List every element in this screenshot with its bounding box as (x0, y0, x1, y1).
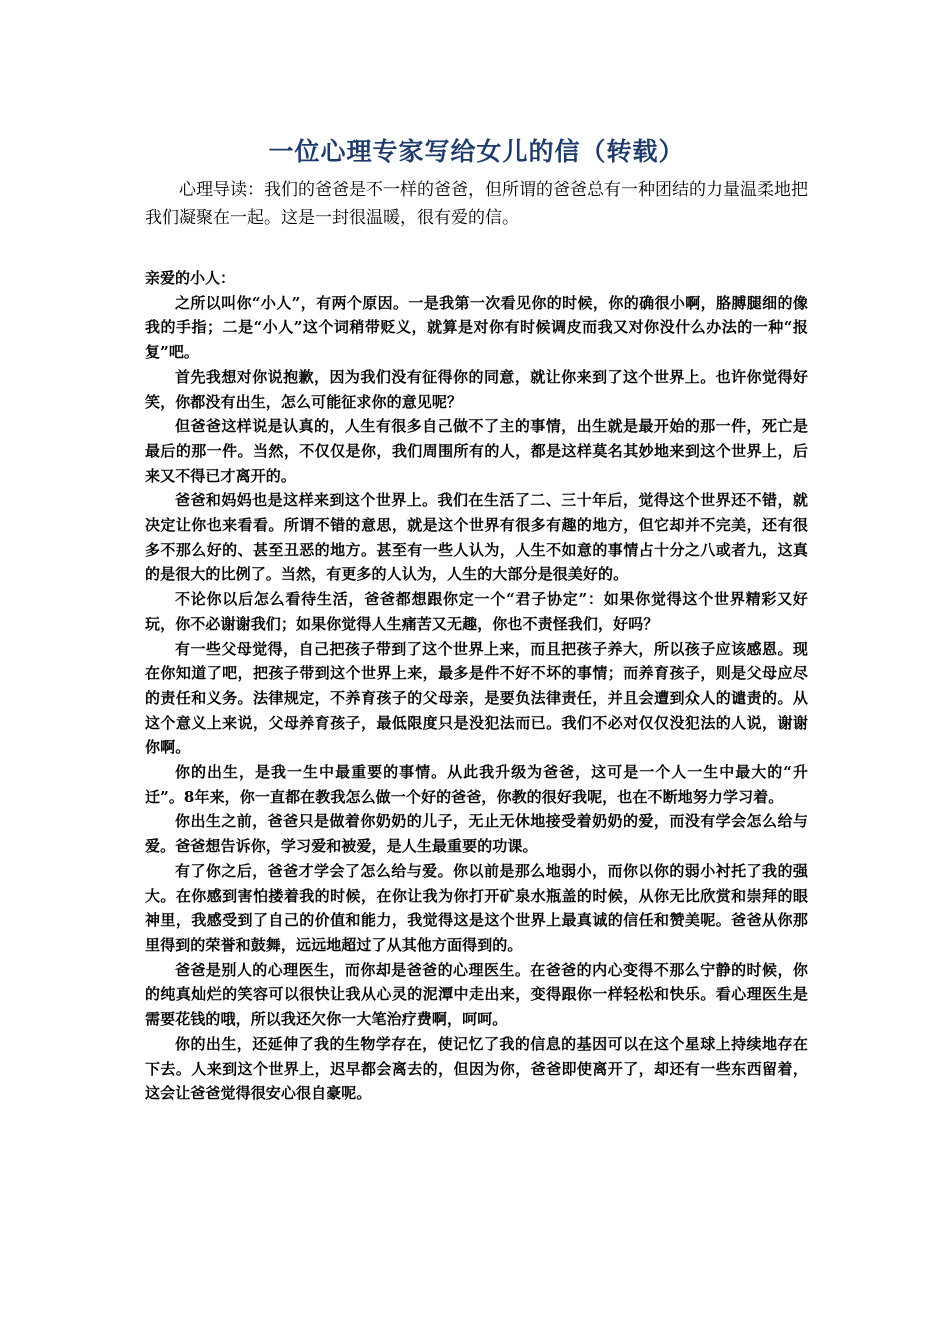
letter-paragraph-6: 有一些父母觉得，自己把孩子带到了这个世界上来，而且把孩子养大，所以孩子应该感恩。现在你知道了吧，把孩子带到这个世界上来，最多是件不好不坏的事情；而养育孩子，则是父母应尽的责任和义务。法律规定，不养育孩子的父母亲，是要负法律责任，并且会遭到众人的谴责的。从这个意义上来说，父母养育孩子，最低限度只是没犯法而已。我们不必对仅仅没犯法的人说，谢谢你啊。 (145, 639, 808, 757)
letter-paragraph-8: 你出生之前，爸爸只是做着你奶奶的儿子，无止无休地接受着奶奶的爱，而没有学会怎么给与爱。爸爸想告诉你，学习爱和被爱，是人生最重要的功课。 (145, 812, 808, 856)
letter-paragraph-4: 爸爸和妈妈也是这样来到这个世界上。我们在生活了二、三十年后，觉得这个世界还不错，就决定让你也来看看。所谓不错的意思，就是这个世界有很多有趣的地方，但它却并不完美，还有很多不那么好的、甚至丑恶的地方。甚至有一些人认为，人生不如意的事情占十分之八或者九，这真的是很大的比例了。当然，有更多的人认为，人生的大部分是很美好的。 (145, 491, 808, 584)
letter-paragraph-5: 不论你以后怎么看待生活，爸爸都想跟你定一个“君子协定”：如果你觉得这个世界精彩又好玩，你不必谢谢我们；如果你觉得人生痛苦又无趣，你也不责怪我们，好吗？ (145, 590, 808, 633)
letter-paragraph-7: 你的出生，是我一生中最重要的事情。从此我升级为爸爸，这可是一个人一生中最大的“升迁”。8年来，你一直都在教我怎么做一个好的爸爸，你教的很好我呢，也在不断地努力学习着。 (145, 763, 808, 806)
document-title: 一位心理专家写给女儿的信（转载） (268, 137, 685, 166)
letter-paragraph-3: 但爸爸这样说是认真的，人生有很多自己做不了主的事情，出生就是最开始的那一件，死亡是最后的那一件。当然，不仅仅是你，我们周围所有的人，都是这样莫名其妙地来到这个世界上，后来又不得已才离开的。 (145, 417, 808, 485)
letter-salutation: 亲爱的小人： (145, 269, 236, 287)
letter-paragraph-2: 首先我想对你说抱歉，因为我们没有征得你的同意，就让你来到了这个世界上。也许你觉得好笑，你都没有出生，怎么可能征求你的意见呢？ (145, 367, 808, 411)
letter-paragraph-10: 爸爸是别人的心理医生，而你却是爸爸的心理医生。在爸爸的内心变得不那么宁静的时候，你的纯真灿烂的笑容可以很快让我从心灵的泥潭中走出来，变得跟你一样轻松和快乐。看心理医生是需要花钱的哦，所以我还欠你一大笔治疗费啊，呵呵。 (145, 960, 808, 1029)
letter-paragraph-1: 之所以叫你“小人”，有两个原因。一是我第一次看见你的时候，你的确很小啊，胳膊腿细的像我的手指；二是“小人”这个词稍带贬义，就算是对你有时候调皮而我又对你没什么办法的一种“报复”吧。 (145, 293, 808, 362)
letter-paragraph-9: 有了你之后，爸爸才学会了怎么给与爱。你以前是那么地弱小，而你以你的弱小衬托了我的强大。在你感到害怕搂着我的时候，在你让我为你打开矿泉水瓶盖的时候，从你无比欣赏和崇拜的眼神里，我感受到了自己的价值和能力，我觉得这是这个世界上最真诚的信任和赞美呢。爸爸从你那里得到的荣誉和鼓舞，远远地超过了从其他方面得到的。 (145, 861, 808, 954)
intro-paragraph: 心理导读：我们的爸爸是不一样的爸爸，但所谓的爸爸总有一种团结的力量温柔地把我们凝聚在一起。这是一封很温暖，很有爱的信。 (145, 180, 808, 228)
letter-paragraph-11: 你的出生，还延伸了我的生物学存在，使记忆了我的信息的基因可以在这个星球上持续地存在下去。人来到这个世界上，迟早都会离去的，但因为你，爸爸即使离开了，却还有一些东西留着，这会让爸爸觉得很安心很自豪呢。 (145, 1034, 808, 1103)
